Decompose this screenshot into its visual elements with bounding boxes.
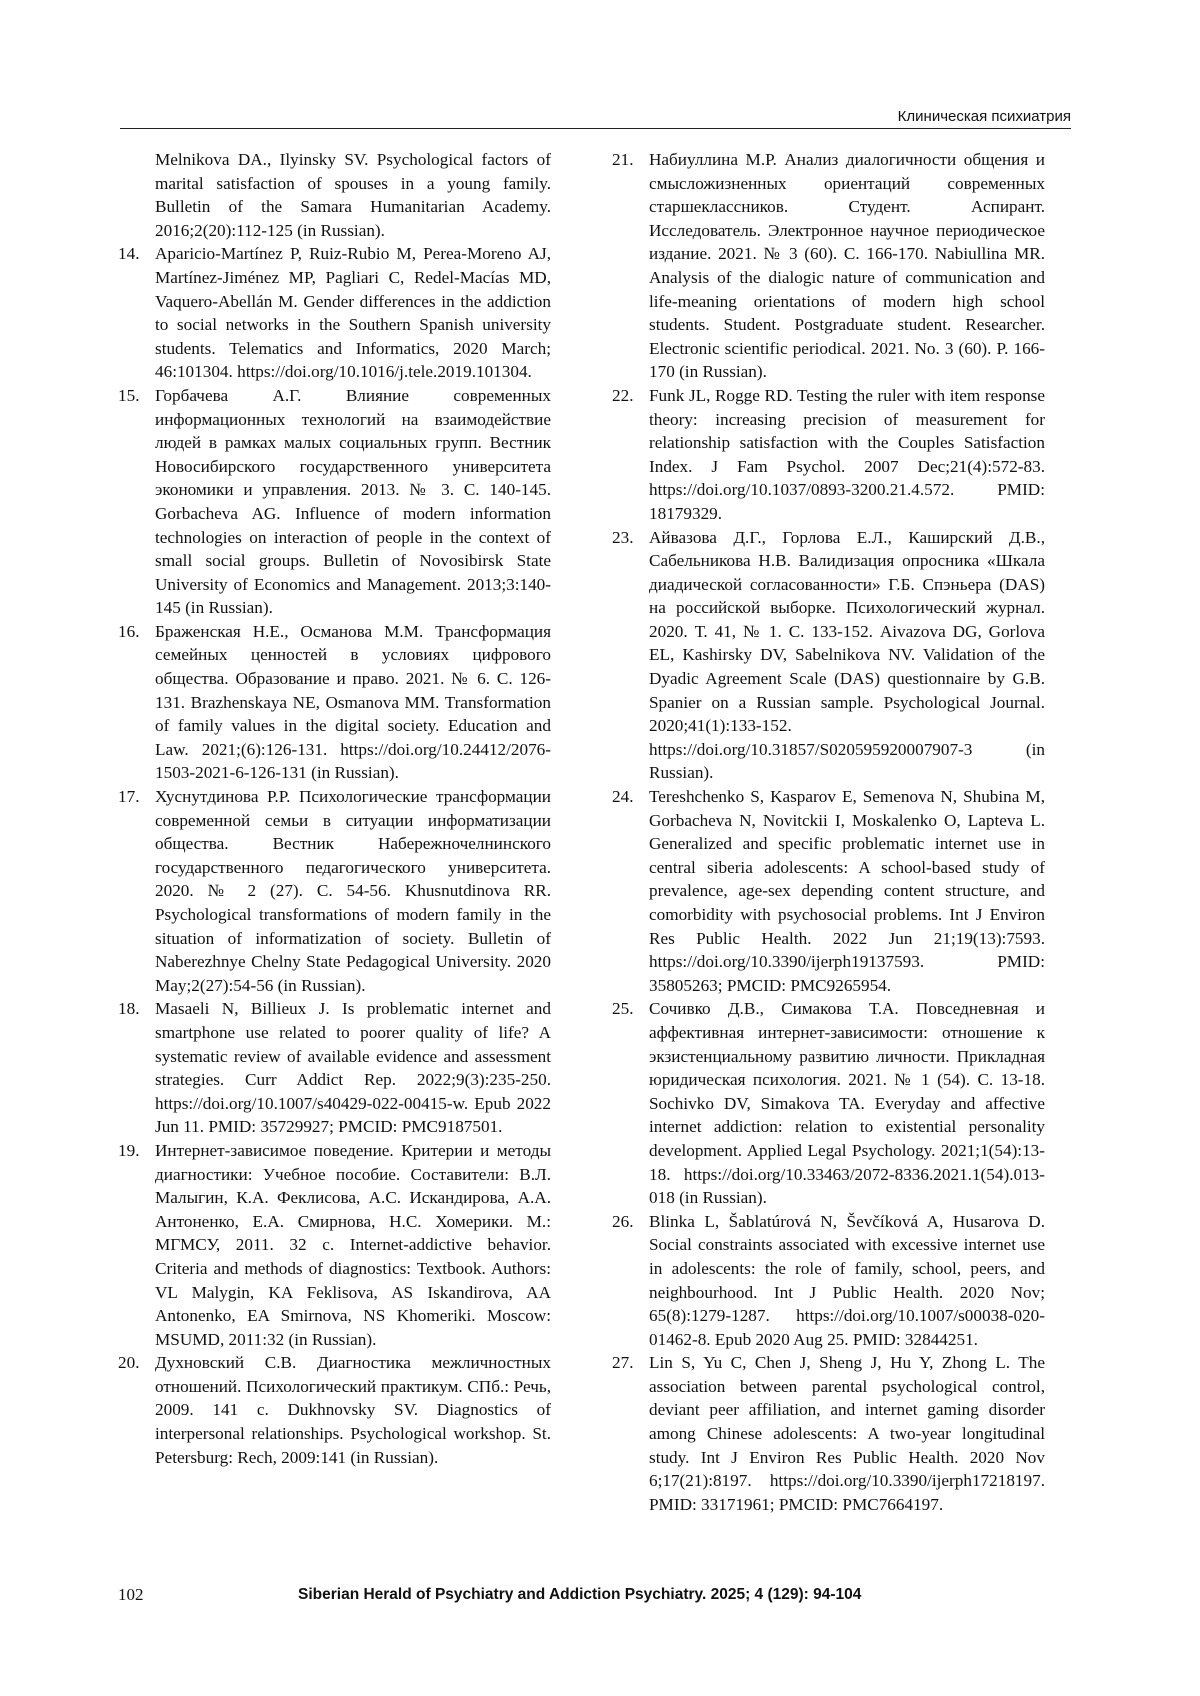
reference-item <box>612 785 1045 997</box>
reference-text: Masaeli N, Billieux J. Is problematic internet and smartphone use related to poorer quality of life? A systematic review of available evidence and assessment strategies. Curr Addict Rep. 2022;9(3):235-250. https://doi.org/10.1007/s40429-022-00415-w. Epub 2022 Jun 11. PMID: 35729927; PMCID: PMC9187501. <box>155 999 551 1137</box>
reference-number: 18. <box>118 999 140 1019</box>
reference-number: 21. <box>612 150 634 169</box>
reference-text: Lin S, Yu C, Chen J, Sheng J, Hu Y, Zhong L. The association between parental psychological control, deviant peer affiliation, and internet gaming disorder among Chinese adolescents: A two-year longitudinal study. Int J Environ Res Public Health. 2020 Nov 6;17(21):8197. https://doi.org/10.3390/ijerph17218197. PMID: 33171961; PMCID: PMC7664197. <box>649 1353 1045 1514</box>
reference-text: Айвазова Д.Г., Горлова Е.Л., Каширский Д.В., Сабельникова Н.В. Валидизация опросника «Шкала диадической согласованности» Г.Б. Спэньера (DAS) на российской выборке. Психологический журнал. 2020. Т. 41, № 1. С. 133-152. Aivazova DG, Gorlova EL, Kashirsky DV, Sabelnikova NV. Validation of the Dyadic Agreement Scale (DAS) questionnaire by G.B. Spanier on a Russian sample. Psychological Journal. 2020;41(1):133-152. https://doi.org/10.31857/S020595920007907-3 (in Russian). <box>649 527 1045 783</box>
reference-item <box>118 620 551 785</box>
reference-number: 20. <box>118 1353 140 1373</box>
reference-number: 15. <box>118 385 140 405</box>
reference-number: 16. <box>118 621 140 641</box>
reference-text: Tereshchenko S, Kasparov E, Semenova N, Shubina M, Gorbacheva N, Novitckii I, Moskalenko O, Lapteva L. Generalized and specific problematic internet use in central siberia adolescents: A school-based study of prevalence, age-sex depending content structure, and comorbidity with psychosocial problems. Int J Environ Res Public Health. 2022 Jun 21;19(13):7593. https://doi.org/10.3390/ijerph19137593. PMID: 35805263; PMCID: PMC9265954. <box>649 787 1045 995</box>
reference-item <box>118 1351 551 1469</box>
page-number: 102 <box>118 1585 144 1604</box>
reference-text: Сочивко Д.В., Симакова Т.А. Повседневная и аффективная интернет-зависимости: отношение к экзистенциальному развитию личности. Прикладная юридическая психология. 2021. № 1 (54). С. 13-18. Sochivko DV, Simakova TA. Everyday and affective internet addiction: relation to existential personality development. Applied Legal Psychology. 2021;1(54):13-18. https://doi.org/10.33463/2072-8336.2021.1(54).013-018 (in Russian). <box>649 999 1045 1208</box>
reference-text: Aparicio-Martínez P, Ruiz-Rubio M, Perea-Moreno AJ, Martínez-Jiménez MP, Pagliari C, Redel-Macías MD, Vaquero-Abellán M. Gender differences in the addiction to social networks in the Southern Spanish university students. Telematics and Informatics, 2020 March; 46:101304. https://doi.org/10.1016/j.tele.2019.101304. <box>155 244 551 382</box>
reference-number: 19. <box>118 1140 140 1160</box>
reference-list-left <box>118 148 551 1469</box>
reference-number: 24. <box>612 787 634 807</box>
reference-number: 27. <box>612 1353 634 1373</box>
reference-number: 23. <box>612 527 634 547</box>
reference-text: Melnikova DA., Ilyinsky SV. Psychological factors of marital satisfaction of spouses in a young family. Bulletin of the Samara Humanitarian Academy. 2016;2(20):112-125 (in Russian). <box>155 150 551 240</box>
reference-text: Горбачева А.Г. Влияние современных информационных технологий на взаимодействие людей в рамках малых социальных групп. Вестник Новосибирского государственного университета экономики и управления. 2013. № 3. С. 140-145. Gorbacheva AG. Influence of modern information technologies on interaction of people in the context of small social groups. Bulletin of Novosibirsk State University of Economics and Management. 2013;3:140-145 (in Russian). <box>155 385 551 618</box>
reference-text: Интернет-зависимое поведение. Критерии и методы диагностики: Учебное пособие. Составители: В.Л. Малыгин, К.А. Феклисова, А.С. Искандирова, А.А. Антоненко, Е.А. Смирнова, Н.С. Хомерики. М.: МГМСУ, 2011. 32 с. Internet-addictive behavior. Criteria and methods of diagnostics: Textbook. Authors: VL Malygin, KA Feklisova, AS Iskandirova, AA Antonenko, EA Smirnova, NS Khomeriki. Moscow: MSUMD, 2011:32 (in Russian). <box>155 1140 551 1349</box>
reference-item <box>118 997 551 1139</box>
reference-item <box>612 148 1045 384</box>
reference-number: 26. <box>612 1211 634 1231</box>
reference-number: 22. <box>612 385 634 405</box>
reference-item <box>118 1139 551 1351</box>
reference-number: 25. <box>612 999 634 1019</box>
reference-text: Духновский С.В. Диагностика межличностных отношений. Психологический практикум. СПб.: Речь, 2009. 141 с. Dukhnovsky SV. Diagnostics of interpersonal relationships. Psychological workshop. St. Petersburg: Rech, 2009:141 (in Russian). <box>155 1353 551 1467</box>
reference-item <box>612 526 1045 786</box>
reference-continuation <box>118 148 551 242</box>
reference-text: Набиуллина М.Р. Анализ диалогичности общения и смысложизненных ориентаций современных старшеклассников. Студент. Аспирант. Исследователь. Электронное научное периодическое издание. 2021. № 3 (60). С. 166-170. Nabiullina MR. Analysis of the dialogic nature of communication and life-meaning orientations of modern high school students. Student. Postgraduate student. Researcher. Electronic scientific periodical. 2021. No. 3 (60). P. 166-170 (in Russian). <box>649 150 1045 382</box>
running-header <box>120 108 1071 129</box>
reference-number: 14. <box>118 244 140 264</box>
section-title: Клиническая психиатрия <box>897 108 1071 125</box>
reference-text: Браженская Н.Е., Османова М.М. Трансформация семейных ценностей в условиях цифрового общества. Образование и право. 2021. № 6. С. 126-131. Brazhenskaya NE, Osmanova MM. Transformation of family values in the digital society. Education and Law. 2021;(6):126-131. https://doi.org/10.24412/2076-1503-2021-6-126-131 (in Russian). <box>155 621 551 783</box>
reference-item <box>118 384 551 620</box>
reference-item <box>612 1351 1045 1516</box>
reference-item <box>118 785 551 997</box>
reference-item <box>612 1210 1045 1352</box>
reference-item <box>612 384 1045 526</box>
reference-number: 17. <box>118 787 140 807</box>
reference-item <box>612 997 1045 1209</box>
reference-item <box>118 242 551 384</box>
journal-citation: Siberian Herald of Psychiatry and Addiction Psychiatry. 2025; 4 (129): 94-104 <box>298 1586 862 1603</box>
reference-text: Funk JL, Rogge RD. Testing the ruler with item response theory: increasing precision of measurement for relationship satisfaction with the Couples Satisfaction Index. J Fam Psychol. 2007 Dec;21(4):572-83. https://doi.org/10.1037/0893-3200.21.4.572. PMID: 18179329. <box>649 385 1045 523</box>
reference-text: Хуснутдинова Р.Р. Психологические трансформации современной семьи в ситуации информатизации общества. Вестник Набережночелнинского государственного педагогического университета. 2020. № 2 (27). С. 54-56. Khusnutdinova RR. Psychological transformations of modern family in the situation of informatization of society. Bulletin of Naberezhnye Chelny State Pedagogical University. 2020 May;2(27):54-56 (in Russian). <box>155 787 551 995</box>
reference-text: Blinka L, Šablatúrová N, Ševčíková A, Husarova D. Social constraints associated with excessive internet use in adolescents: the role of family, school, peers, and neighbourhood. Int J Public Health. 2020 Nov; 65(8):1279-1287. https://doi.org/10.1007/s00038-020-01462-8. Epub 2020 Aug 25. PMID: 32844251. <box>649 1211 1045 1349</box>
reference-list-right <box>612 148 1045 1516</box>
